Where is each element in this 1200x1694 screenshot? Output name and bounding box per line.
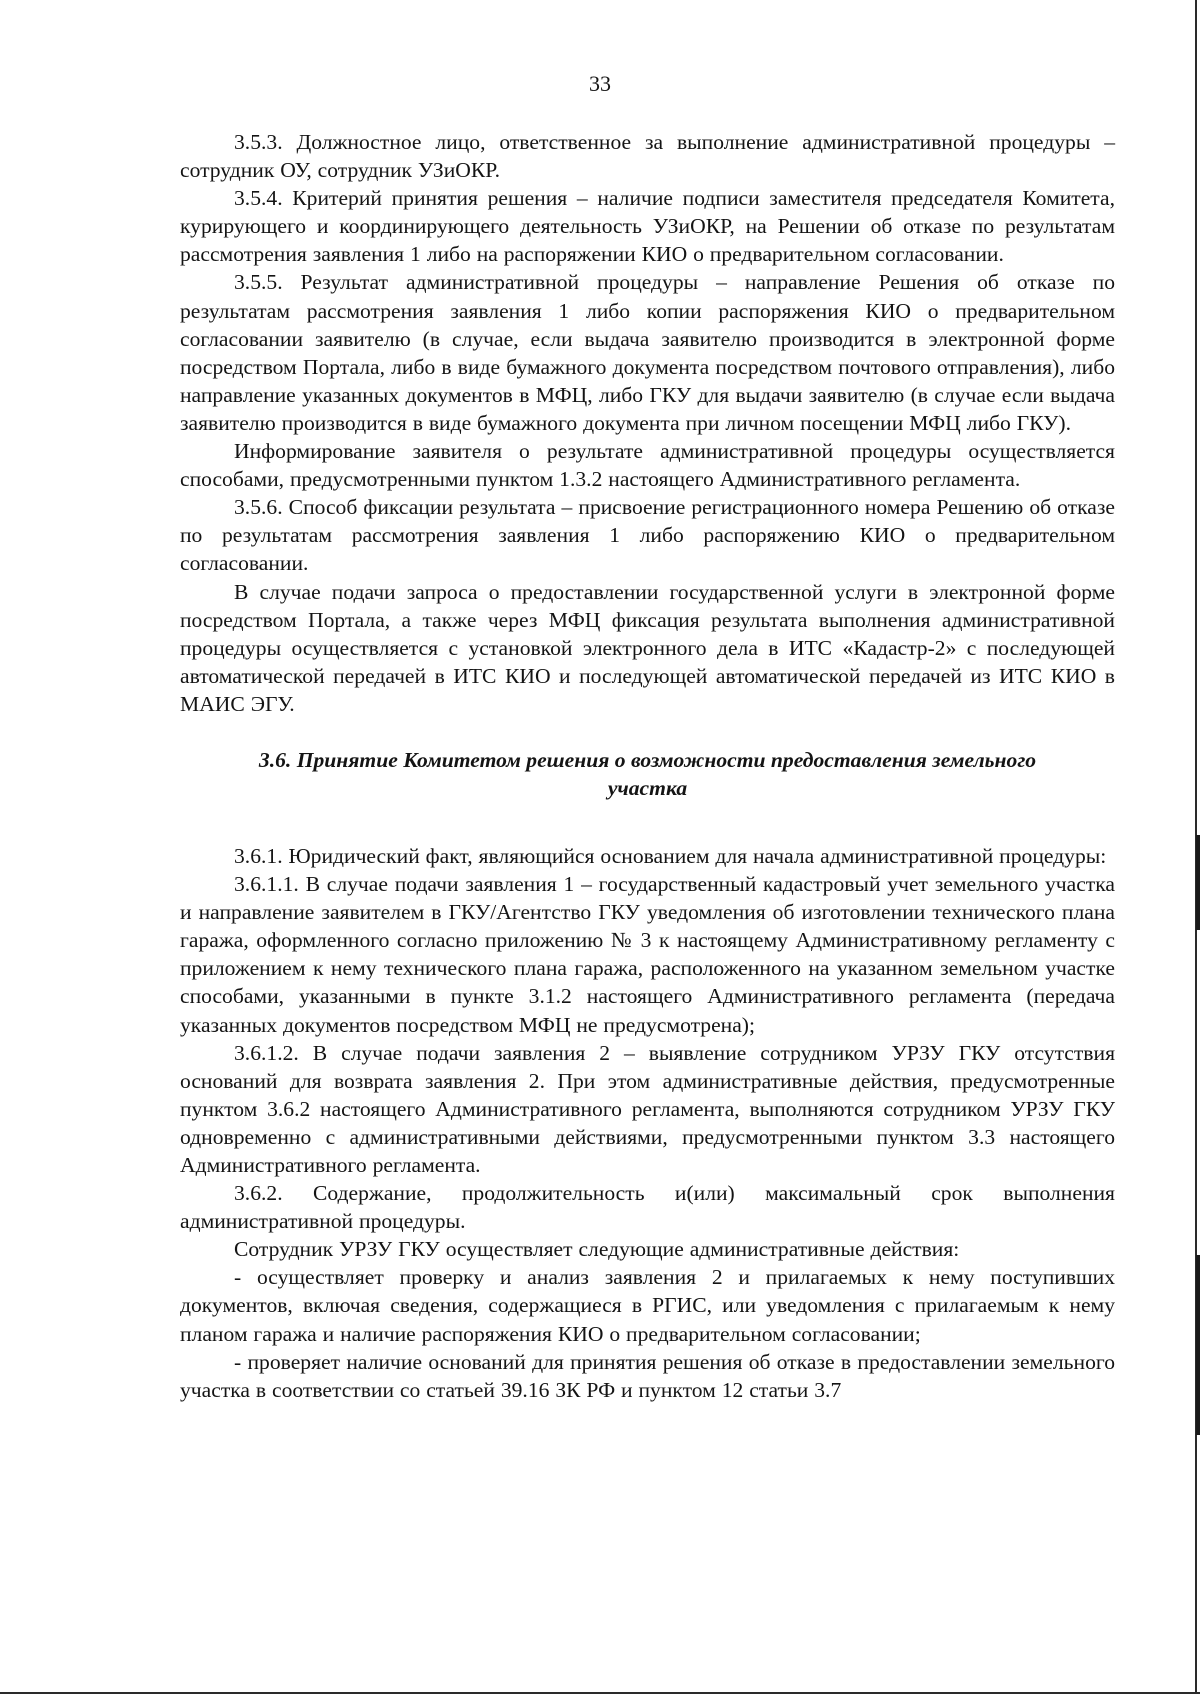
paragraph-3-5-5: 3.5.5. Результат административной процедуры – направление Решения об отказе по результатам рассмотрения заявления 1 либо копии распоряжения КИО о предварительном согласовании заявителю (в случае, если выдача заявителю производится в электронной форме посредством Портала, либо в виде бумажного документа посредством почтового отправления), либо направление указанных документов в МФЦ, либо ГКУ для выдачи заявителю (в случае если выдача заявителю производится в виде бумажного документа при личном посещении МФЦ либо ГКУ). <box>180 270 1115 435</box>
paragraph-3-6-1: 3.6.1. Юридический факт, являющийся основанием для начала административной процедуры: <box>234 843 1107 868</box>
paragraph-3-5-3: 3.5.3. Должностное лицо, ответственное за выполнение административной процедуры – сотрудник ОУ, сотрудник УЗиОКР. <box>180 130 1115 183</box>
paragraph-3-6-1-1: 3.6.1.1. В случае подачи заявления 1 – государственный кадастровый учет земельного участка и направление заявителем в ГКУ/Агентство ГКУ уведомления об изготовлении технического плана гаража, оформленного согласно приложению № 3 к настоящему Административному регламенту с приложением к нему технического плана гаража, расположенного на указанном земельном участке способами, указанными в пункте 3.1.2 настоящего Административного регламента (передача указанных документов посредством МФЦ не предусмотрена); <box>180 872 1115 1037</box>
paragraph-3-6-2: 3.6.2. Содержание, продолжительность и(или) максимальный срок выполнения административной процедуры. <box>180 1181 1115 1234</box>
paragraph-actions-intro: Сотрудник УРЗУ ГКУ осуществляет следующие административные действия: <box>234 1237 960 1262</box>
scan-edge-mark <box>1196 835 1200 930</box>
paragraph-3-6-1-2: 3.6.1.2. В случае подачи заявления 2 – выявление сотрудником УРЗУ ГКУ отсутствия оснований для возврата заявления 2. При этом административные действия, предусмотренные пунктом 3.6.2 настоящего Административного регламента, выполняются сотрудником УРЗУ ГКУ одновременно с административными действиями, предусмотренными пунктом 3.3 настоящего Административного регламента. <box>180 1040 1115 1177</box>
paragraph-3-5-6: 3.5.6. Способ фиксации результата – присвоение регистрационного номера Решению об отказе по результатам рассмотрения заявления 1 либо распоряжению КИО о предварительном согласовании. <box>180 495 1115 576</box>
section-title-line-1: 3.6. Принятие Комитетом решения о возможности предоставления земельного <box>258 747 1037 772</box>
list-item-check-refusal-grounds: - проверяет наличие оснований для принятия решения об отказе в предоставлении земельного участка в соответствии со статьей 39.16 ЗК РФ и пунктом 12 статьи 3.7 <box>180 1349 1115 1402</box>
scan-edge-mark <box>1196 1255 1200 1435</box>
paragraph-informing: Информирование заявителя о результате административной процедуры осуществляется способами, предусмотренными пунктом 1.3.2 настоящего Административного регламента. <box>180 439 1115 492</box>
page-number: 33 <box>589 71 611 96</box>
section-title-3-6 <box>180 746 1115 802</box>
paragraph-3-5-4: 3.5.4. Критерий принятия решения – наличие подписи заместителя председателя Комитета, курирующего и координирующего деятельность УЗиОКР, на Решении об отказе по результатам рассмотрения заявления 1 либо на распоряжении КИО о предварительном согласовании. <box>180 186 1115 267</box>
document-body <box>180 128 1115 1404</box>
section-title-line-2: участка <box>607 775 688 800</box>
paragraph-electronic-case: В случае подачи запроса о предоставлении государственной услуги в электронной форме посредством Портала, а также через МФЦ фиксация результата выполнения административной процедуры осуществляется с установкой электронного дела в ИТС «Кадастр-2» с последующей автоматической передачей в ИТС КИО и последующей автоматической передачей из ИТС КИО в МАИС ЭГУ. <box>180 579 1115 716</box>
list-item-check-documents: - осуществляет проверку и анализ заявления 2 и прилагаемых к нему поступивших документов, включая сведения, содержащиеся в РГИС, или уведомления с прилагаемым к нему планом гаража и наличие распоряжения КИО о предварительном согласовании; <box>180 1265 1115 1346</box>
